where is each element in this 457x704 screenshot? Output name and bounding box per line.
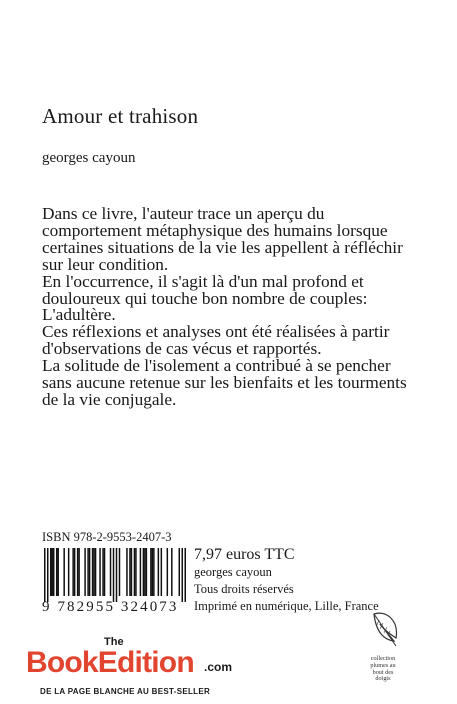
rights-notice: Tous droits réservés (194, 582, 294, 596)
barcode-bar (84, 548, 85, 596)
barcode-bar (116, 548, 117, 602)
ean-barcode (44, 548, 186, 602)
bookedition-logo (26, 637, 256, 703)
barcode-bar (99, 548, 100, 596)
barcode-bar (158, 548, 159, 596)
barcode-bar (57, 548, 58, 596)
barcode-bar (135, 548, 136, 596)
collection-line: collection (370, 655, 396, 662)
logo-the: The (104, 636, 124, 648)
printing-notice: Imprimé en numérique, Lille, France (194, 599, 379, 613)
barcode-bar (153, 548, 154, 596)
book-blurb (42, 206, 422, 409)
barcode-bar (144, 548, 145, 596)
barcode-bar (63, 548, 64, 596)
barcode-bar (134, 548, 135, 596)
collection-label (360, 656, 406, 683)
barcode-bar (47, 548, 48, 602)
barcode-bar (72, 548, 73, 596)
barcode-bar (95, 548, 96, 596)
barcode-bar (93, 548, 94, 596)
barcode-bar (110, 548, 111, 596)
barcode-bar (68, 548, 69, 596)
barcode-bar (92, 548, 93, 596)
publication-author: georges cayoun (194, 565, 272, 579)
barcode-bar (129, 548, 130, 596)
collection-line: bout des (372, 668, 394, 676)
barcode-bar (78, 548, 79, 596)
blurb-paragraph: En l'occurrence, il s'agit là d'un mal profond et douloureux qui touche bon nombre de couples: L'adultère. (42, 271, 368, 325)
barcode-bar (131, 548, 132, 596)
barcode-bar (126, 548, 127, 596)
price: 7,97 euros TTC (194, 546, 295, 563)
barcode-bar (113, 548, 114, 602)
blurb-paragraph: Ces réflexions et analyses ont été réalisées à partir d'observations de cas vécus et rapportés. (42, 322, 390, 359)
barcode-bar (104, 548, 105, 596)
barcode-bar (56, 548, 57, 596)
barcode-bar (150, 548, 151, 596)
barcode-bar (53, 548, 54, 596)
barcode-bar (152, 548, 153, 596)
barcode-bar (89, 548, 90, 596)
barcode-bar (74, 548, 75, 596)
logo-domain: .com (204, 660, 233, 674)
barcode-bar (179, 548, 180, 596)
blurb-paragraph: La solitude de l'isolement a contribué à se pencher sans aucune retenue sur les bienfaits et les tourments de la vie conjugale. (42, 356, 407, 409)
barcode-bar (119, 548, 120, 596)
barcode-bar (146, 548, 147, 596)
barcode-bar (50, 548, 51, 596)
barcode-bar (102, 548, 103, 596)
barcode-bar (44, 548, 45, 602)
barcode-bar (143, 548, 144, 596)
collection-line: doigts (375, 675, 391, 683)
barcode-bar (185, 548, 186, 602)
barcode-digits: 9 782955 324073 (42, 599, 179, 615)
barcode-bar (171, 548, 172, 596)
isbn-label: ISBN 978-2-9553-2407-3 (42, 530, 172, 544)
barcode-bar (182, 548, 183, 602)
logo-name: BookEdition (26, 646, 194, 679)
feather-icon (366, 608, 402, 652)
barcode-bar (161, 548, 162, 596)
barcode-bar (140, 548, 141, 596)
book-author: georges cayoun (42, 150, 136, 166)
logo-tagline: DE LA PAGE BLANCHE AU BEST-SELLER (40, 687, 211, 696)
blurb-paragraph: Dans ce livre, l'auteur trace un aperçu du comportement métaphysique des humains lorsque certaines situations de la vie les appellent à réfléchir sur leur condition. (42, 204, 403, 274)
publication-info (194, 545, 379, 615)
book-title: Amour et trahison (42, 104, 199, 128)
barcode-bar (167, 548, 168, 596)
barcode-bar (87, 548, 88, 596)
collection-line: plumes au (370, 661, 396, 669)
barcode-bar (51, 548, 52, 596)
barcode-bar (77, 548, 78, 596)
